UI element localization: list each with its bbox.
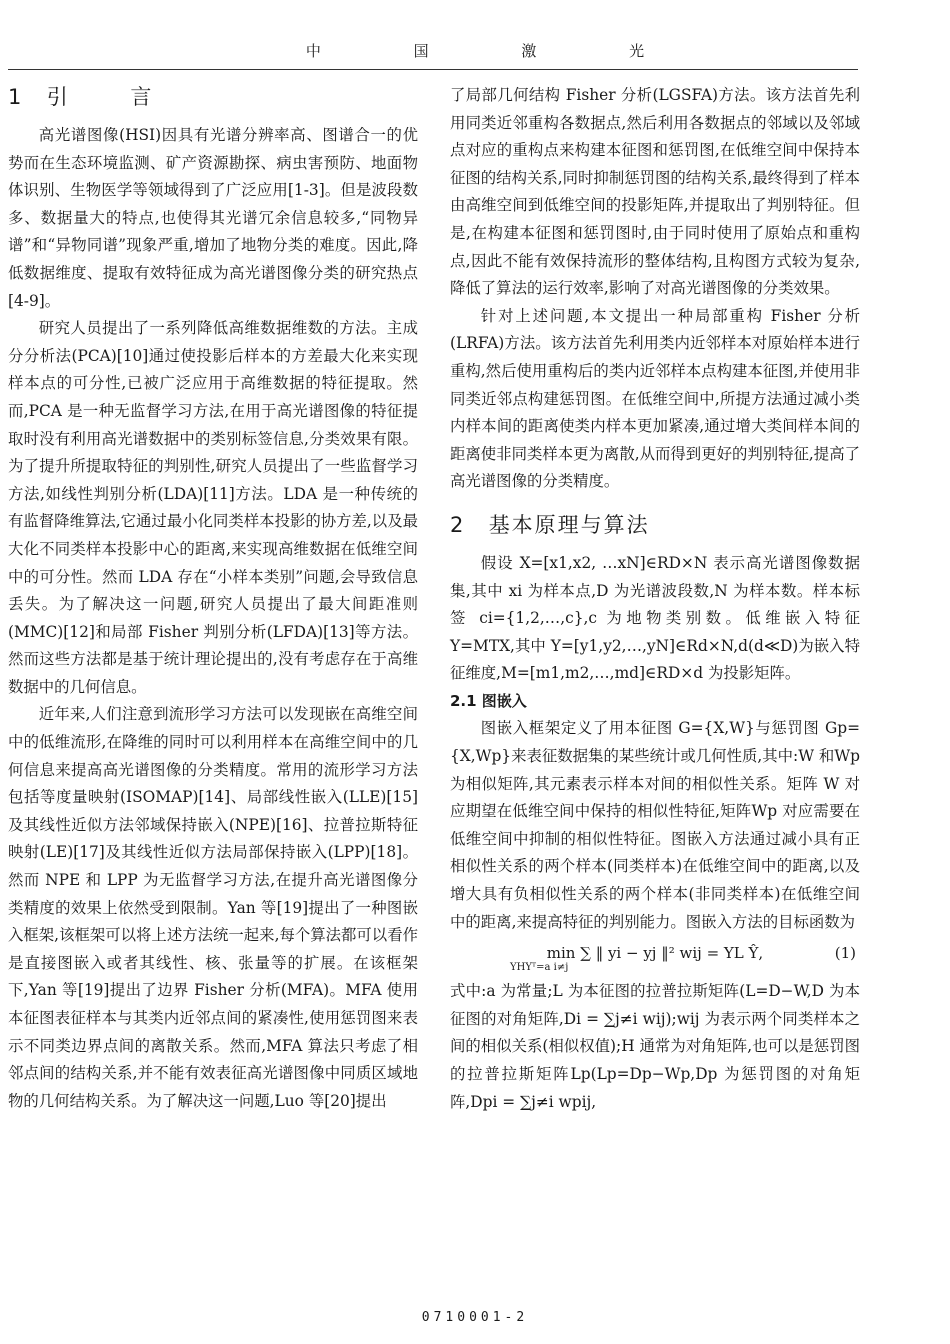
left-column xyxy=(8,82,418,1115)
principle-paragraph-1: 假设 X=[x1,x2, …xN]∈RD×N 表示高光谱图像数据集,其中 xi 为样本点,D 为光谱波段数,N 为样本数。样本标签 ci={1,2,…,c},c 为地物类别数。低维嵌入特征 Y=MTX,其中 Y=[y1,y2,…,yN]∈Rd×N,d(d≪D)为嵌入特征维度,M=[m1,m2,…,md]∈RD×d 为投影矩阵。 xyxy=(450,553,860,683)
intro-paragraph-1: 高光谱图像(HSI)因具有光谱分辨率高、图谱合一的优势而在生态环境监测、矿产资源勘探、病虫害预防、地面物体识别、生物医学等领域得到了广泛应用[1-3]。但是波段数多、数据量大的特点,也使得其光谱冗余信息较多,“同物异谱”和“异物同谱”现象严重,增加了地物分类的难度。因此,降低数据维度、提取有效特征成为高光谱图像分类的研究热点[4-9]。 xyxy=(8,126,418,310)
section-2-title: 基本原理与算法 xyxy=(488,512,650,537)
section-2-heading xyxy=(450,510,860,540)
right-column xyxy=(450,82,860,1116)
journal-header: 中 国 激 光 xyxy=(305,42,689,60)
intro-paragraph-3-continued: 了局部几何结构 Fisher 分析(LGSFA)方法。该方法首先利用同类近邻重构各数据点,然后利用各数据点的邻域以及邻域点对应的重构点来构建本征图和惩罚图,在低维空间中保持本征图的结构关系,同时抑制惩罚图的结构关系,最终得到了样本由高维空间到低维空间的投影矩阵,并提取出了判别特征。但是,在构建本征图和惩罚图时,由于同时使用了原始点和重构点,因此不能有效保持流形的整体结构,且构图方式较为复杂,降低了算法的运行效率,影响了对高光谱图像的分类效果。 xyxy=(450,86,860,298)
section-1-number: 1 xyxy=(8,85,24,109)
equation-1-body: min ∑ ‖ yi − yj ‖² wij = YL Ŷ, xyxy=(546,944,764,963)
section-1-heading xyxy=(8,82,418,112)
intro-paragraph-2: 研究人员提出了一系列降低高维数据维数的方法。主成分分析法(PCA)[10]通过使投影后样本的方差最大化来实现样本点的可分性,已被广泛应用于高维数据的特征提取。然而,PCA 是一种无监督学习方法,在用于高光谱图像的特征提取时没有利用高光谱数据中的类别标签信息,分类效果有限。为了提升所提取特征的判别性,研究人员提出了一些监督学习方法,如线性判别分析(LDA)[11]方法。LDA 是一种传统的有监督降维算法,它通过最小化同类样本投影的协方差,以及最大化不同类样本投影中心的距离,来实现高维数据在低维空间中的可分性。然而 LDA 存在“小样本类别”问题,会导致信息丢失。为了解决这一问题,研究人员提出了最大间距准则(MMC)[12]和局部 Fisher 判别分析(LFDA)[13]等方法。然而这些方法都是基于统计理论提出的,没有考虑存在于高维数据中的几何信息。 xyxy=(8,319,418,696)
equation-1 xyxy=(450,938,860,974)
page-footer-id: 0710001-2 xyxy=(421,1310,529,1325)
section-2-number: 2 xyxy=(450,512,466,537)
equation-1-number: (1) xyxy=(834,944,856,963)
section-1-title: 引 言 xyxy=(46,85,180,109)
header-rule xyxy=(8,69,858,70)
graph-embedding-paragraph: 图嵌入框架定义了用本征图 G={X,W}与惩罚图 Gp={X,Wp}来表征数据集的某些统计或几何性质,其中:W 和Wp 为相似矩阵,其元素表示样本对间的相似性关系。矩阵 W 对应期望在低维空间中保持的相似性特征,矩阵Wp 对应需要在低维空间中抑制的相似性特征。图嵌入方法通过减小具有正相似性关系的两个样本(同类样本)在低维空间中的距离,以及增大具有负相似性关系的两个样本(非同类样本)在低维空间中的距离,来提高特征的判别能力。图嵌入方法的目标函数为 xyxy=(450,719,860,931)
intro-paragraph-4: 针对上述问题,本文提出一种局部重构 Fisher 分析(LRFA)方法。该方法首先利用类内近邻样本对原始样本进行重构,然后使用重构后的类内近邻样本点构建本征图,并使用非同类近邻点构建惩罚图。在低维空间中,所提方法通过减小类内样本间的距离使类内样本更加紧凑,通过增大类间样本间的距离使非同类样本更为离散,从而得到更好的判别特征,提高了高光谱图像的分类精度。 xyxy=(450,306,860,491)
section-gap xyxy=(450,496,860,510)
equation-1-subscript: YHYᵀ=a i≠j xyxy=(510,962,569,974)
subsection-2-1-heading: 2.1 图嵌入 xyxy=(450,691,527,710)
intro-paragraph-3: 近年来,人们注意到流形学习方法可以发现嵌在高维空间中的低维流形,在降维的同时可以利用样本在高维空间中的几何信息来提高高光谱图像的分类精度。常用的流形学习方法包括等度量映射(ISOMAP)[14]、局部线性嵌入(LLE)[15]及其线性近似方法邻域保持嵌入(NPE)[16]、拉普拉斯特征映射(LE)[17]及其线性近似方法局部保持嵌入(LPP)[18]。然而 NPE 和 LPP 为无监督学习方法,在提升高光谱图像分类精度的效果上依然受到限制。Yan 等[19]提出了一种图嵌入框架,该框架可以将上述方法统一起来,每个算法都可以看作是直接图嵌入或者其线性、核、张量等的扩展。在该框架下,Yan 等[19]提出了边界 Fisher 分析(MFA)。MFA 使用本征图表征样本与其类内近邻点间的紧凑性,使用惩罚图来表示不同类边界点间的离散关系。然而,MFA 算法只考虑了相邻点间的结构关系,并不能有效表征高光谱图像中同质区域地物的几何结构关系。为了解决这一问题,Luo 等[20]提出 xyxy=(8,705,418,1110)
equation-explanation-paragraph: 式中:a 为常量;L 为本征图的拉普拉斯矩阵(L=D−W,D 为本征图的对角矩阵,Di = ∑j≠i wij);wij 为表示两个同类样本之间的相似关系(相似权值);H 通常为对角矩阵,也可以是惩罚图的拉普拉斯矩阵Lp(Lp=Dp−Wp,Dp 为惩罚图的对角矩阵,Dpi = ∑j≠i wpij, xyxy=(450,982,860,1111)
